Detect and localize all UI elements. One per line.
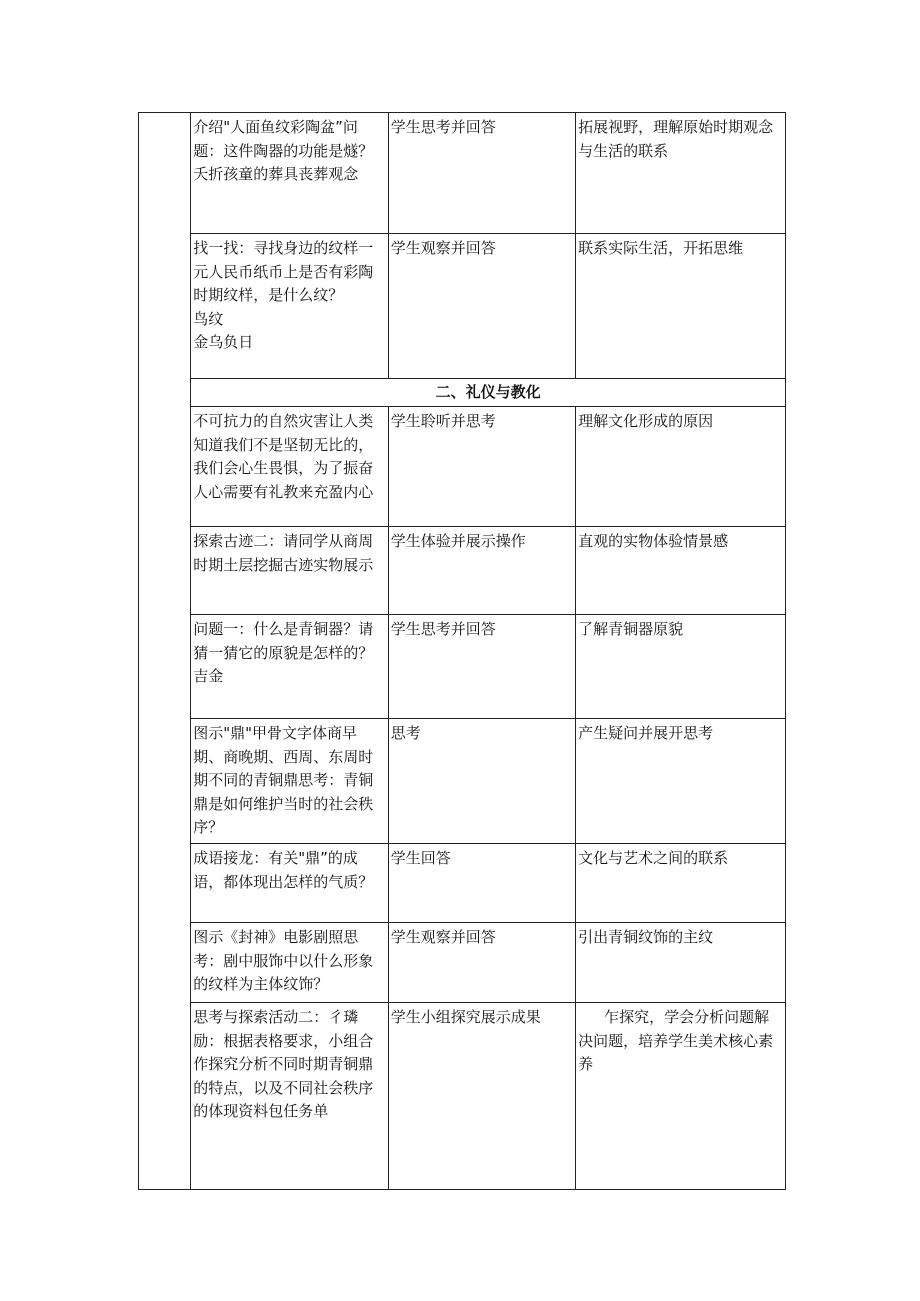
teaching-content-cell: 不可抗力的自然灾害让人类知道我们不是坚韧无比的，我们会心生畏惧，为了振奋人心需要有礼教来充盈内心	[191, 407, 389, 527]
student-activity-cell: 学生观察并回答	[388, 234, 575, 379]
lesson-plan-table	[138, 112, 786, 1190]
student-activity-cell: 思考	[388, 719, 575, 844]
table-row	[139, 407, 786, 527]
teaching-content-cell: 图示《封神》电影剧照思考：剧中服饰中以什么形象的纹样为主体纹饰？	[191, 923, 389, 1003]
table-row	[139, 719, 786, 844]
table-row	[139, 1003, 786, 1190]
teaching-content-cell: 问题一：什么是青铜器？请猜一猜它的原貌是怎样的？ 吉金	[191, 615, 389, 719]
student-activity-cell: 学生回答	[388, 844, 575, 923]
teaching-content-cell: 思考与探索活动二：彳璘励：根据表格要求，小组合作探究分析不同时期青铜鼎的特点，以及不同社会秩序的体现资料包任务单	[191, 1003, 389, 1190]
student-activity-cell: 学生体验并展示操作	[388, 527, 575, 615]
teaching-content-cell: 图示"鼎"甲骨文字体商早期、商晚期、西周、东周时期不同的青铜鼎思考：青铜鼎是如何维护当时的社会秩序？	[191, 719, 389, 844]
table-row	[139, 615, 786, 719]
student-activity-cell: 学生思考并回答	[388, 615, 575, 719]
table-row	[139, 113, 786, 234]
design-intent-cell: 文化与艺术之间的联系	[576, 844, 786, 923]
section-heading: 二、礼仪与教化	[191, 379, 786, 407]
section-heading-row	[139, 379, 786, 407]
design-intent-cell: 理解文化形成的原因	[576, 407, 786, 527]
student-activity-cell: 学生聆听并思考	[388, 407, 575, 527]
teaching-content-cell: 成语接龙：有关"鼎”的成语，都体现出怎样的气质？	[191, 844, 389, 923]
design-intent-cell: 联系实际生活，开拓思维	[576, 234, 786, 379]
teaching-content-cell: 介绍"人面鱼纹彩陶盆”问题：这件陶器的功能是燧？ 夭折孩童的葬具丧葬观念	[191, 113, 389, 234]
student-activity-cell: 学生小组探究展示成果	[388, 1003, 575, 1190]
design-intent-cell: 直观的实物体验情景感	[576, 527, 786, 615]
design-intent-cell: 了解青铜器原貌	[576, 615, 786, 719]
teaching-content-cell: 探索古迹二：请同学从商周时期土层挖掘古迹实物展示	[191, 527, 389, 615]
table-row	[139, 844, 786, 923]
stage-column-cell	[139, 113, 191, 1190]
student-activity-cell: 学生观察并回答	[388, 923, 575, 1003]
design-intent-cell: 乍探究，学会分析问题解决问题，培养学生美术核心素养	[576, 1003, 786, 1190]
table-row	[139, 234, 786, 379]
table-row	[139, 527, 786, 615]
design-intent-cell: 拓展视野，理解原始时期观念与生活的联系	[576, 113, 786, 234]
design-intent-cell: 产生疑问并展开思考	[576, 719, 786, 844]
student-activity-cell: 学生思考并回答	[388, 113, 575, 234]
table-row	[139, 923, 786, 1003]
design-intent-cell: 引出青铜纹饰的主纹	[576, 923, 786, 1003]
teaching-content-cell: 找一找：寻找身边的纹样一元人民币纸币上是否有彩陶时期纹样，是什么纹？ 鸟纹 金乌负日	[191, 234, 389, 379]
